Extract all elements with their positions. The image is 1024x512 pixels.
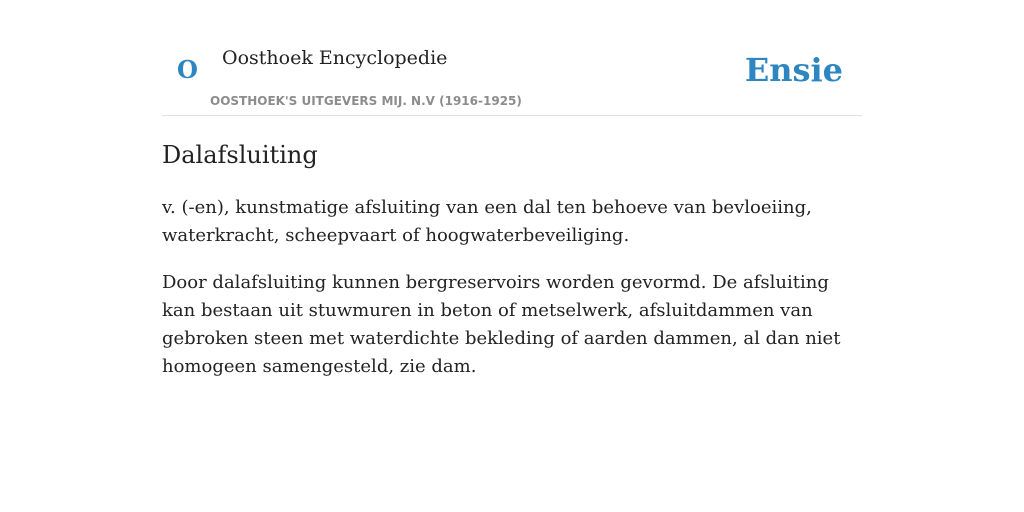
content-container xyxy=(162,0,862,381)
entry-title: Dalafsluiting xyxy=(162,141,318,169)
publisher-name: OOSTHOEK'S UITGEVERS MIJ. N.V (1916-1925) xyxy=(210,94,522,108)
publication-title[interactable]: Oosthoek Encyclopedie xyxy=(222,47,448,69)
publication-header xyxy=(162,0,862,116)
entry-paragraph-description: Door dalafsluiting kunnen bergreservoirs worden gevormd. De afsluiting kan bestaan uit stuwmuren in beton of metselwerk, afsluitdammen van gebroken steen met waterdichte bekleding of aarden dammen, al dan niet homogeen samengesteld, zie dam. xyxy=(162,272,841,377)
ensie-logo-link[interactable]: Ensie xyxy=(744,51,843,89)
entry-paragraph-definition: v. (-en), kunstmatige afsluiting van een dal ten behoeve van bevloeiing, waterkracht, scheepvaart of hoogwaterbeveiliging. xyxy=(162,197,812,246)
publication-logo[interactable]: O xyxy=(177,55,198,84)
